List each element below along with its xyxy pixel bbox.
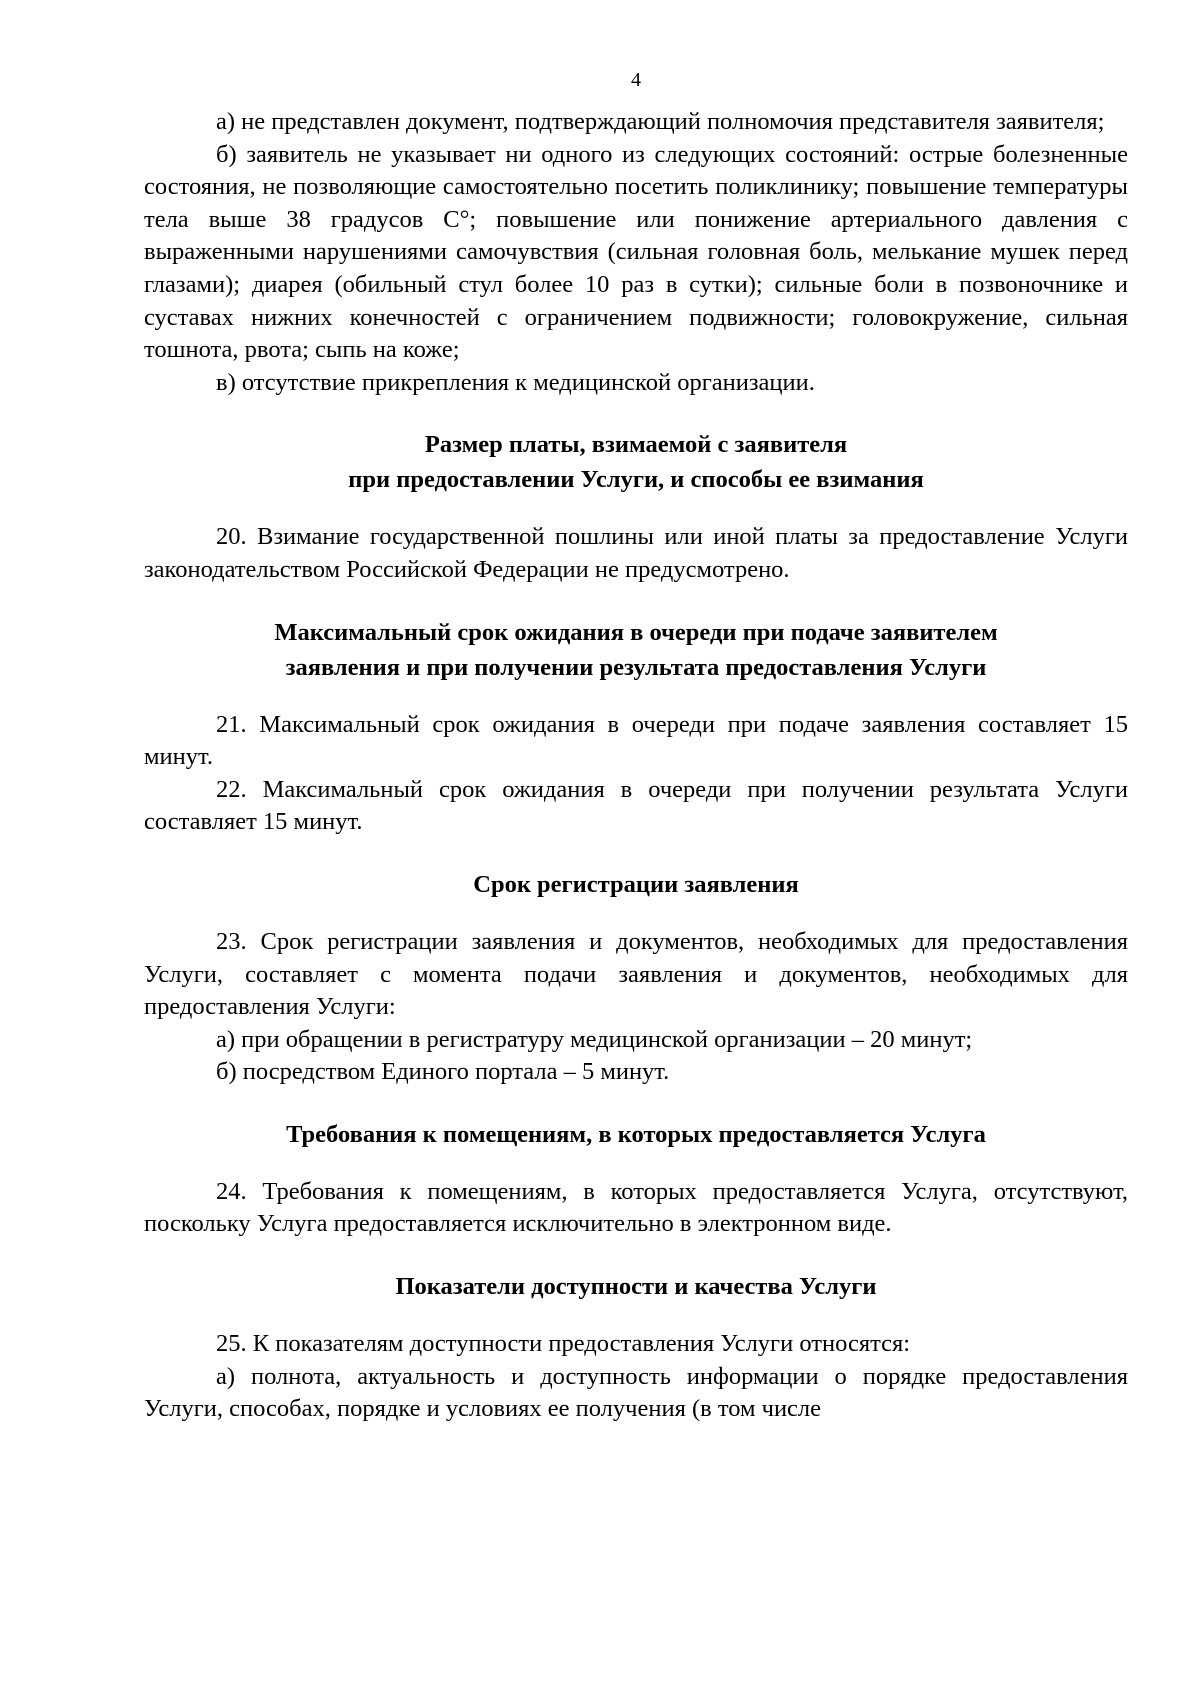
section-quality-indicators (144, 1328, 1128, 1426)
paragraph-24: 24. Требования к помещениям, в которых предоставляется Услуга, отсутствуют, поскольку Услуга предоставляется исключительно в электронном виде. (144, 1177, 1128, 1238)
paragraph-23-a: а) при обращении в регистратуру медицинской организации – 20 минут; (216, 1025, 973, 1053)
heading-waiting-time (144, 615, 1128, 685)
page-number: 4 (631, 69, 641, 91)
paragraph-21: 21. Максимальный срок ожидания в очереди при подаче заявления составляет 15 минут. (144, 710, 1128, 771)
section-registration-term (144, 926, 1128, 1089)
heading-premises: Требования к помещениям, в которых предоставляется Услуга (286, 1120, 986, 1148)
section-fee (144, 521, 1128, 586)
heading-quality-indicators: Показатели доступности и качества Услуги (395, 1273, 877, 1301)
paragraph-25: 25. К показателям доступности предоставления Услуги относятся: (216, 1330, 911, 1358)
paragraph-item-a: а) не представлен документ, подтверждающий полномочия представителя заявителя; (216, 108, 1105, 135)
paragraph-item-b: б) заявитель не указывает ни одного из следующих состояний: острые болезненные состояния, не позволяющие самостоятельно посетить поликлинику; повышение температуры тела выше 38 градусов С°; повышение или понижение артериального давления с выраженными нарушениями самочувствия (сильная головная боль, мелькание мушек перед глазами); диарея (обильный стул более 10 раз в сутки); сильные боли в позвоночнике и суставах нижних конечностей с ограничением подвижности; головокружение, сильная тошнота, рвота; сыпь на коже; (144, 140, 1128, 364)
heading-waiting-time-line2: заявления и при получении результата предоставления Услуги (285, 653, 987, 681)
heading-registration-term: Срок регистрации заявления (473, 870, 799, 898)
heading-fee-line1: Размер платы, взимаемой с заявителя (424, 431, 848, 459)
heading-fee (144, 427, 1128, 497)
section-waiting-time (144, 709, 1128, 839)
paragraph-item-v: в) отсутствие прикрепления к медицинской организации. (216, 368, 815, 396)
section-refusal-grounds (144, 106, 1128, 399)
paragraph-25-a: а) полнота, актуальность и доступность информации о порядке предоставления Услуги, способах, порядке и условиях ее получения (в том числе (144, 1362, 1128, 1423)
paragraph-22: 22. Максимальный срок ожидания в очереди при получении результата Услуги составляет 15 минут. (144, 775, 1128, 836)
heading-fee-line2: при предоставлении Услуги, и способы ее взимания (348, 466, 924, 494)
section-premises (144, 1176, 1128, 1241)
paragraph-20: 20. Взимание государственной пошлины или иной платы за предоставление Услуги законодательством Российской Федерации не предусмотрено. (144, 523, 1128, 583)
paragraph-23: 23. Срок регистрации заявления и документов, необходимых для предоставления Услуги, составляет с момента подачи заявления и документов, необходимых для предоставления Услуги: (144, 927, 1128, 1021)
paragraph-23-b: б) посредством Единого портала – 5 минут. (216, 1058, 670, 1086)
heading-waiting-time-line1: Максимальный срок ожидания в очереди при подаче заявителем (274, 618, 998, 646)
